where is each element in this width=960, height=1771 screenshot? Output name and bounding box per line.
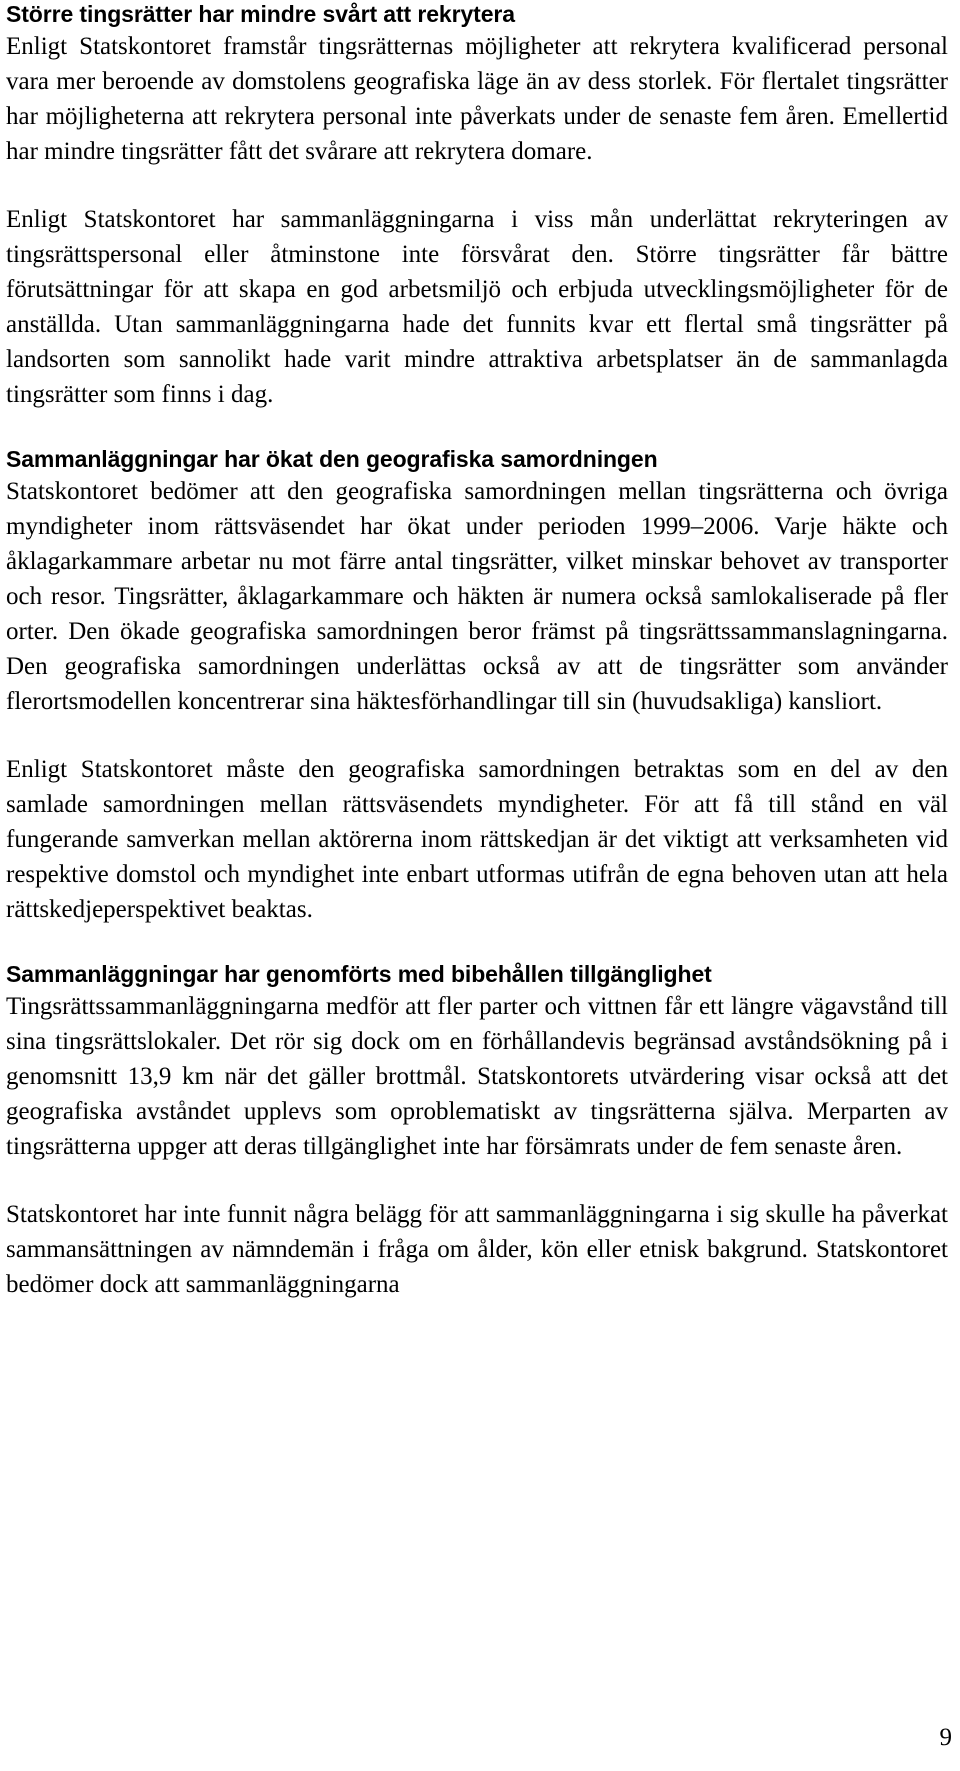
page-number: 9 xyxy=(939,1724,952,1751)
section-heading-recruitment: Större tingsrätter har mindre svårt att rekrytera xyxy=(6,1,515,27)
section-heading-coordination: Sammanläggningar har ökat den geografiska samordningen xyxy=(6,446,658,472)
paragraph-coordination-2: Enligt Statskontoret måste den geografiska samordningen betraktas som en del av den samlade samordningen mellan rättsväsendets myndigheter. För att få till stånd en väl fungerande samverkan mellan aktörerna inom rättskedjan är det viktigt att verksamheten vid respektive domstol och myndighet inte enbart utformas utifrån de egna behoven utan att hela rättskedjeperspektivet beaktas. xyxy=(6,756,948,923)
paragraph-recruitment-1: Enligt Statskontoret framstår tingsrätternas möjligheter att rekrytera kvalificerad personal vara mer beroende av domstolens geografiska läge än av dess storlek. För flertalet tingsrätter har möjligheterna att rekrytera personal inte påverkats under de senaste fem åren. Emellertid har mindre tingsrätter fått det svårare att rekrytera domare. xyxy=(6,33,948,165)
paragraph-accessibility-1: Tingsrättssammanläggningarna medför att fler parter och vittnen får ett längre vägavstånd till sina tingsrättslokaler. Det rör sig dock om en förhållandevis begränsad avståndsökning på i genomsnitt 13,9 km när det gäller brottmål. Statskontorets utvärdering visar också att det geografiska avståndet upplevs som oproblematiskt av tingsrätterna själva. Merparten av tingsrätterna uppger att deras tillgänglighet inte har försämrats under de fem senaste åren. xyxy=(6,993,948,1160)
paragraph-recruitment-2: Enligt Statskontoret har sammanläggningarna i viss mån underlättat rekryteringen av tingsrättspersonal eller åtminstone inte försvårat den. Större tingsrätter får bättre förutsättningar för att skapa en god arbetsmiljö och erbjuda utvecklingsmöjligheter för de anställda. Utan sammanläggningarna hade det funnits kvar ett flertal små tingsrätter på landsorten som sannolikt hade varit mindre attraktiva arbetsplatser än de sammanlagda tingsrätter som finns i dag. xyxy=(6,206,948,408)
section-heading-accessibility: Sammanläggningar har genomförts med bibehållen tillgänglighet xyxy=(6,961,712,987)
paragraph-accessibility-2: Statskontoret har inte funnit några belägg för att sammanläggningarna i sig skulle ha påverkat sammansättningen av nämndemän i fråga om ålder, kön eller etnisk bakgrund. Statskontoret bedömer dock att sammanläggningarna xyxy=(6,1201,948,1298)
paragraph-coordination-1: Statskontoret bedömer att den geografiska samordningen mellan tingsrätterna och övriga myndigheter inom rättsväsendet har ökat under perioden 1999–2006. Varje häkte och åklagarkammare arbetar nu mot färre antal tingsrätter, vilket minskar behovet av transporter och resor. Tingsrätter, åklagarkammare och häkten är numera också samlokaliserade på fler orter. Den ökade geografiska samordningen beror främst på tingsrättssammanslagningarna. Den geografiska samordningen underlättas också av att de tingsrätter som använder flerortsmodellen koncentrerar sina häktesförhandlingar till sin (huvudsakliga) kansliort. xyxy=(6,478,948,715)
document-page xyxy=(6,0,948,1302)
